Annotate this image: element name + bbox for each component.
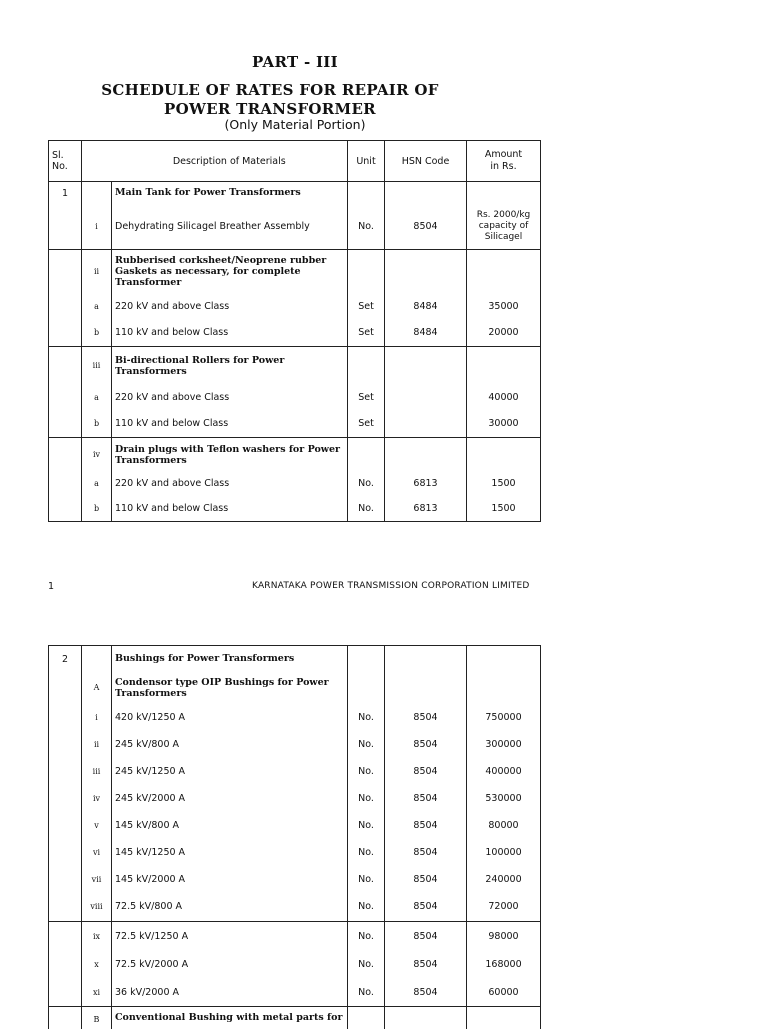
amount-cell: 40000 <box>467 385 541 411</box>
table-row <box>49 472 541 496</box>
table-row <box>49 922 541 951</box>
unit-cell: No. <box>348 758 385 785</box>
rates-table-1 <box>48 140 541 522</box>
amount-cell: 300000 <box>467 731 541 758</box>
footer-organization: KARNATAKA POWER TRANSMISSION CORPORATION LIMITED <box>252 581 530 591</box>
item-description: 245 kV/800 A <box>112 731 348 758</box>
section-title: Main Tank for Power Transformers <box>112 182 348 204</box>
sl-number <box>49 922 82 951</box>
item-description: Bi-directional Rollers for Power Transformers <box>112 347 348 385</box>
sl-number <box>49 438 82 472</box>
amount-cell: 30000 <box>467 411 541 438</box>
sub-number: ii <box>82 250 112 294</box>
item-description: 110 kV and below Class <box>112 319 348 347</box>
amount-cell <box>467 1007 541 1029</box>
table-row <box>49 1007 541 1029</box>
schedule-title <box>0 81 590 119</box>
sub-number: x <box>82 951 112 979</box>
sl-number <box>49 951 82 979</box>
unit-cell <box>348 646 385 672</box>
unit-cell: No. <box>348 472 385 496</box>
hsn-cell: 8504 <box>385 979 467 1007</box>
unit-cell <box>348 250 385 294</box>
table-row <box>49 347 541 385</box>
sl-number <box>49 347 82 385</box>
amount-cell <box>467 182 541 204</box>
table-header-row <box>49 141 541 182</box>
bushing-rows <box>49 704 541 1007</box>
amount-cell: 98000 <box>467 922 541 951</box>
hsn-cell <box>385 411 467 438</box>
item-description: 145 kV/1250 A <box>112 839 348 866</box>
sl-number <box>49 839 82 866</box>
hsn-cell: 8504 <box>385 812 467 839</box>
sub-number: ix <box>82 922 112 951</box>
sl-number <box>49 758 82 785</box>
item-description: 36 kV/2000 A <box>112 979 348 1007</box>
amount-cell: 750000 <box>467 704 541 731</box>
sub-number: iv <box>82 438 112 472</box>
sub-number: viii <box>82 893 112 922</box>
sub-number: v <box>82 812 112 839</box>
hsn-cell: 8484 <box>385 319 467 347</box>
sub-number: i <box>82 704 112 731</box>
amount-cell: 100000 <box>467 839 541 866</box>
hsn-cell <box>385 1007 467 1029</box>
item-description: 72.5 kV/1250 A <box>112 922 348 951</box>
hsn-cell <box>385 646 467 672</box>
unit-cell: No. <box>348 951 385 979</box>
amount-cell: 1500 <box>467 472 541 496</box>
unit-cell: Set <box>348 385 385 411</box>
amount-cell: Rs. 2000/kg capacity of Silicagel <box>467 204 541 250</box>
hsn-cell: 8504 <box>385 866 467 893</box>
table-row <box>49 204 541 250</box>
amount-cell <box>467 347 541 385</box>
hsn-cell: 6813 <box>385 496 467 522</box>
unit-cell: No. <box>348 204 385 250</box>
sl-number <box>49 704 82 731</box>
sub-number: A <box>82 672 112 704</box>
table-row <box>49 646 541 672</box>
amount-cell: 72000 <box>467 893 541 922</box>
sub-number: a <box>82 472 112 496</box>
table-row <box>49 250 541 294</box>
amount-cell: 168000 <box>467 951 541 979</box>
hsn-cell <box>385 182 467 204</box>
sub-number: iv <box>82 785 112 812</box>
sl-number <box>49 294 82 319</box>
item-description: Drain plugs with Teflon washers for Power Transformers <box>112 438 348 472</box>
hsn-cell: 8504 <box>385 785 467 812</box>
sub-number: vi <box>82 839 112 866</box>
sub-number: a <box>82 294 112 319</box>
item-description: 220 kV and above Class <box>112 472 348 496</box>
sl-number: 2 <box>49 646 82 672</box>
sl-number <box>49 812 82 839</box>
hsn-cell: 6813 <box>385 472 467 496</box>
header-hsn: HSN Code <box>385 141 467 182</box>
sl-number <box>49 866 82 893</box>
unit-cell: Set <box>348 319 385 347</box>
table-row <box>49 385 541 411</box>
sl-number <box>49 385 82 411</box>
unit-cell <box>348 438 385 472</box>
hsn-cell <box>385 438 467 472</box>
hsn-cell: 8484 <box>385 294 467 319</box>
hsn-cell <box>385 250 467 294</box>
section-title: Bushings for Power Transformers <box>112 646 348 672</box>
item-description: 110 kV and below Class <box>112 411 348 438</box>
amount-cell: 1500 <box>467 496 541 522</box>
header-amount <box>467 141 541 182</box>
sl-number <box>49 472 82 496</box>
table-row <box>49 758 541 785</box>
table-row <box>49 182 541 204</box>
sub-number: vii <box>82 866 112 893</box>
item-description: Dehydrating Silicagel Breather Assembly <box>112 204 348 250</box>
sub-number: iii <box>82 758 112 785</box>
table-row <box>49 496 541 522</box>
item-description: 72.5 kV/800 A <box>112 893 348 922</box>
unit-cell: No. <box>348 866 385 893</box>
unit-cell: No. <box>348 785 385 812</box>
sl-number <box>49 1007 82 1029</box>
item-description: Condensor type OIP Bushings for Power Transformers <box>112 672 348 704</box>
unit-cell <box>348 1007 385 1029</box>
amount-cell: 35000 <box>467 294 541 319</box>
sub-number: b <box>82 496 112 522</box>
sl-number: 1 <box>49 182 82 204</box>
unit-cell <box>348 182 385 204</box>
header-amount-text: Amount in Rs. <box>484 149 523 172</box>
sl-number <box>49 250 82 294</box>
hsn-cell: 8504 <box>385 204 467 250</box>
unit-cell: No. <box>348 839 385 866</box>
table-row <box>49 812 541 839</box>
item-description: 110 kV and below Class <box>112 496 348 522</box>
unit-cell <box>348 347 385 385</box>
sub-number: B <box>82 1007 112 1029</box>
item-description: 220 kV and above Class <box>112 294 348 319</box>
unit-cell: No. <box>348 496 385 522</box>
unit-cell: No. <box>348 731 385 758</box>
item-description: 145 kV/2000 A <box>112 866 348 893</box>
sl-number <box>49 319 82 347</box>
unit-cell: No. <box>348 979 385 1007</box>
header-unit: Unit <box>348 141 385 182</box>
amount-cell: 530000 <box>467 785 541 812</box>
hsn-cell <box>385 347 467 385</box>
sl-number <box>49 731 82 758</box>
sl-number <box>49 204 82 250</box>
sub-number: b <box>82 319 112 347</box>
table-row <box>49 951 541 979</box>
header-sl-no: Sl. No. <box>49 141 82 182</box>
unit-cell <box>348 672 385 704</box>
item-description: 220 kV and above Class <box>112 385 348 411</box>
sub-number: a <box>82 385 112 411</box>
sl-number <box>49 785 82 812</box>
amount-cell: 60000 <box>467 979 541 1007</box>
table-row <box>49 319 541 347</box>
unit-cell: No. <box>348 812 385 839</box>
table-row <box>49 785 541 812</box>
header-spacer <box>82 141 112 182</box>
item-description: 145 kV/800 A <box>112 812 348 839</box>
amount-cell <box>467 646 541 672</box>
hsn-cell: 8504 <box>385 758 467 785</box>
sub-number <box>82 182 112 204</box>
amount-cell <box>467 250 541 294</box>
amount-cell: 400000 <box>467 758 541 785</box>
hsn-cell: 8504 <box>385 731 467 758</box>
table-row <box>49 893 541 922</box>
amount-cell: 80000 <box>467 812 541 839</box>
part-heading: PART - III <box>252 53 338 71</box>
hsn-cell: 8504 <box>385 704 467 731</box>
table-row <box>49 731 541 758</box>
item-description: 420 kV/1250 A <box>112 704 348 731</box>
sub-number: ii <box>82 731 112 758</box>
table-row <box>49 411 541 438</box>
sl-number <box>49 672 82 704</box>
sl-number <box>49 893 82 922</box>
table-row <box>49 704 541 731</box>
sub-number: b <box>82 411 112 438</box>
sub-number: iii <box>82 347 112 385</box>
sl-number <box>49 496 82 522</box>
sub-number: xi <box>82 979 112 1007</box>
header-description: Description of Materials <box>112 141 348 182</box>
amount-cell <box>467 672 541 704</box>
sl-number <box>49 411 82 438</box>
hsn-cell <box>385 385 467 411</box>
item-description: 72.5 kV/2000 A <box>112 951 348 979</box>
unit-cell: No. <box>348 704 385 731</box>
amount-cell: 20000 <box>467 319 541 347</box>
hsn-cell: 8504 <box>385 893 467 922</box>
table-row <box>49 438 541 472</box>
amount-cell: 240000 <box>467 866 541 893</box>
hsn-cell: 8504 <box>385 951 467 979</box>
sub-number: i <box>82 204 112 250</box>
item-description: 245 kV/2000 A <box>112 785 348 812</box>
schedule-subtitle: (Only Material Portion) <box>224 117 366 132</box>
unit-cell: Set <box>348 294 385 319</box>
amount-cell <box>467 438 541 472</box>
table-row <box>49 866 541 893</box>
sl-number <box>49 979 82 1007</box>
unit-cell: No. <box>348 893 385 922</box>
table-row <box>49 839 541 866</box>
page-number: 1 <box>48 581 55 592</box>
unit-cell: Set <box>348 411 385 438</box>
table-row <box>49 672 541 704</box>
table-row <box>49 294 541 319</box>
item-description: 245 kV/1250 A <box>112 758 348 785</box>
hsn-cell: 8504 <box>385 922 467 951</box>
table-row <box>49 979 541 1007</box>
hsn-cell <box>385 672 467 704</box>
item-description: Conventional Bushing with metal parts for <box>112 1007 348 1029</box>
hsn-cell: 8504 <box>385 839 467 866</box>
item-description: Rubberised corksheet/Neoprene rubber Gaskets as necessary, for complete Transformer <box>112 250 348 294</box>
schedule-title-text: SCHEDULE OF RATES FOR REPAIR OF POWER TRANSFORMER <box>101 81 439 118</box>
rates-table-2 <box>48 645 541 1029</box>
sub-number <box>82 646 112 672</box>
unit-cell: No. <box>348 922 385 951</box>
